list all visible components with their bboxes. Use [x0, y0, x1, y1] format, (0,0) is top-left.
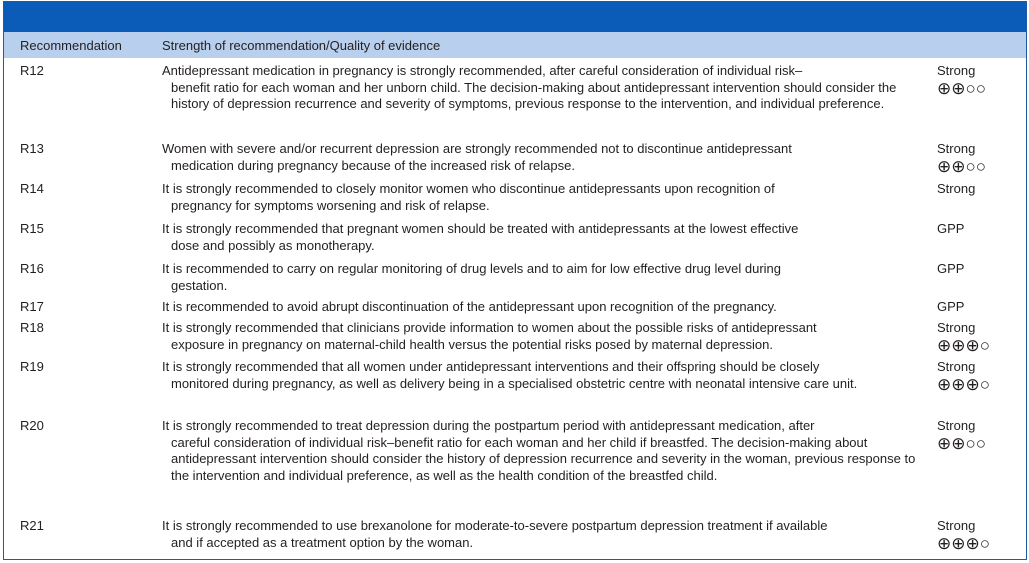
recommendation-grade: [937, 181, 1025, 198]
recommendation-grade: [937, 418, 1025, 453]
quality-of-evidence-symbols: ⊕⊕⊕○: [937, 374, 991, 394]
strength-label: Strong: [937, 359, 976, 374]
recommendation-text: [162, 320, 922, 353]
recommendation-text-first-line: It is recommended to carry on regular monitoring of drug levels and to aim for low effective drug level during: [162, 261, 782, 276]
recommendation-id: R15: [20, 221, 44, 236]
strength-label: Strong: [937, 181, 976, 196]
recommendation-id: R19: [20, 359, 44, 374]
recommendation-id: R20: [20, 418, 44, 433]
recommendation-text: [162, 359, 922, 392]
recommendation-text: [162, 221, 922, 254]
strength-label: Strong: [937, 141, 976, 156]
strength-label: Strong: [937, 418, 976, 433]
header-recommendation: Recommendation: [20, 38, 122, 53]
recommendation-id: R17: [20, 299, 44, 314]
quality-of-evidence-symbols: ⊕⊕○○: [937, 156, 987, 176]
recommendation-text: [162, 181, 922, 214]
recommendation-grade: [937, 63, 1025, 98]
recommendation-text-first-line: It is strongly recommended to treat depression during the postpartum period with antidepressant medication, after: [162, 418, 815, 433]
recommendation-grade: [937, 141, 1025, 176]
recommendation-text-continuation: careful consideration of individual risk–benefit ratio for each woman and her child if breastfed. The decision-making about antidepressant intervention should consider the history of depression recurrence and severity in the woman, previous response to the intervention and individual preference, as well as the health condition of the breastfed child.: [171, 434, 916, 483]
recommendation-grade: [937, 359, 1025, 394]
recommendation-text-first-line: It is strongly recommended to use brexanolone for moderate-to-severe postpartum depression treatment if available: [162, 518, 828, 533]
table-top-bar: [4, 2, 1026, 32]
recommendation-text: [162, 299, 922, 316]
recommendation-text: [162, 141, 922, 174]
recommendation-text-first-line: It is strongly recommended that all women under antidepressant interventions and their offspring should be closely: [162, 359, 820, 374]
recommendation-text-continuation: and if accepted as a treatment option by the woman.: [171, 534, 474, 550]
recommendations-table: [3, 1, 1027, 560]
table-header-row: [4, 32, 1026, 58]
strength-label: GPP: [937, 299, 965, 314]
recommendation-id: R16: [20, 261, 44, 276]
recommendation-text-continuation: pregnancy for symptoms worsening and risk of relapse.: [171, 197, 490, 213]
recommendation-grade: [937, 299, 1025, 316]
recommendation-id: R18: [20, 320, 44, 335]
recommendation-text: [162, 418, 922, 484]
recommendation-grade: [937, 261, 1025, 278]
header-strength-quality: Strength of recommendation/Quality of evidence: [162, 38, 441, 53]
recommendation-text-first-line: It is strongly recommended that pregnant women should be treated with antidepressants at the lowest effective: [162, 221, 799, 236]
recommendation-text-first-line: Women with severe and/or recurrent depression are strongly recommended not to discontinue antidepressant: [162, 141, 792, 156]
quality-of-evidence-symbols: ⊕⊕○○: [937, 433, 987, 453]
recommendation-text-first-line: It is strongly recommended to closely monitor women who discontinue antidepressants upon recognition of: [162, 181, 775, 196]
strength-label: GPP: [937, 261, 965, 276]
strength-label: GPP: [937, 221, 965, 236]
recommendation-grade: [937, 320, 1025, 355]
recommendation-text-first-line: Antidepressant medication in pregnancy is strongly recommended, after careful consideration of individual risk–: [162, 63, 803, 78]
recommendation-text-continuation: exposure in pregnancy on maternal-child health versus the potential risks posed by maternal depression.: [171, 336, 773, 352]
recommendation-text-first-line: It is strongly recommended that clinicians provide information to women about the possible risks of antidepressant: [162, 320, 817, 335]
quality-of-evidence-symbols: ⊕⊕⊕○: [937, 533, 991, 553]
recommendation-text: [162, 261, 922, 294]
recommendation-id: R12: [20, 63, 44, 78]
recommendation-text-continuation: dose and possibly as monotherapy.: [171, 237, 375, 253]
quality-of-evidence-symbols: ⊕⊕○○: [937, 78, 987, 98]
strength-label: Strong: [937, 518, 976, 533]
quality-of-evidence-symbols: ⊕⊕⊕○: [937, 335, 991, 355]
recommendation-text-continuation: medication during pregnancy because of the increased risk of relapse.: [171, 157, 575, 173]
recommendation-text: [162, 63, 922, 113]
recommendation-text-continuation: gestation.: [171, 277, 228, 293]
recommendation-text-continuation: benefit ratio for each woman and her unborn child. The decision-making about antidepressant intervention should consider the history of depression recurrence and severity of symptoms, previous response to the intervention, and individual preference.: [171, 79, 897, 112]
recommendation-text: [162, 518, 922, 551]
recommendation-text-first-line: It is recommended to avoid abrupt discontinuation of the antidepressant upon recognition of the pregnancy.: [162, 299, 777, 314]
recommendation-grade: [937, 221, 1025, 238]
recommendation-text-continuation: monitored during pregnancy, as well as delivery being in a specialised obstetric centre with neonatal intensive care unit.: [171, 375, 858, 391]
recommendation-id: R13: [20, 141, 44, 156]
strength-label: Strong: [937, 63, 976, 78]
strength-label: Strong: [937, 320, 976, 335]
recommendation-id: R14: [20, 181, 44, 196]
recommendation-grade: [937, 518, 1025, 553]
recommendation-id: R21: [20, 518, 44, 533]
